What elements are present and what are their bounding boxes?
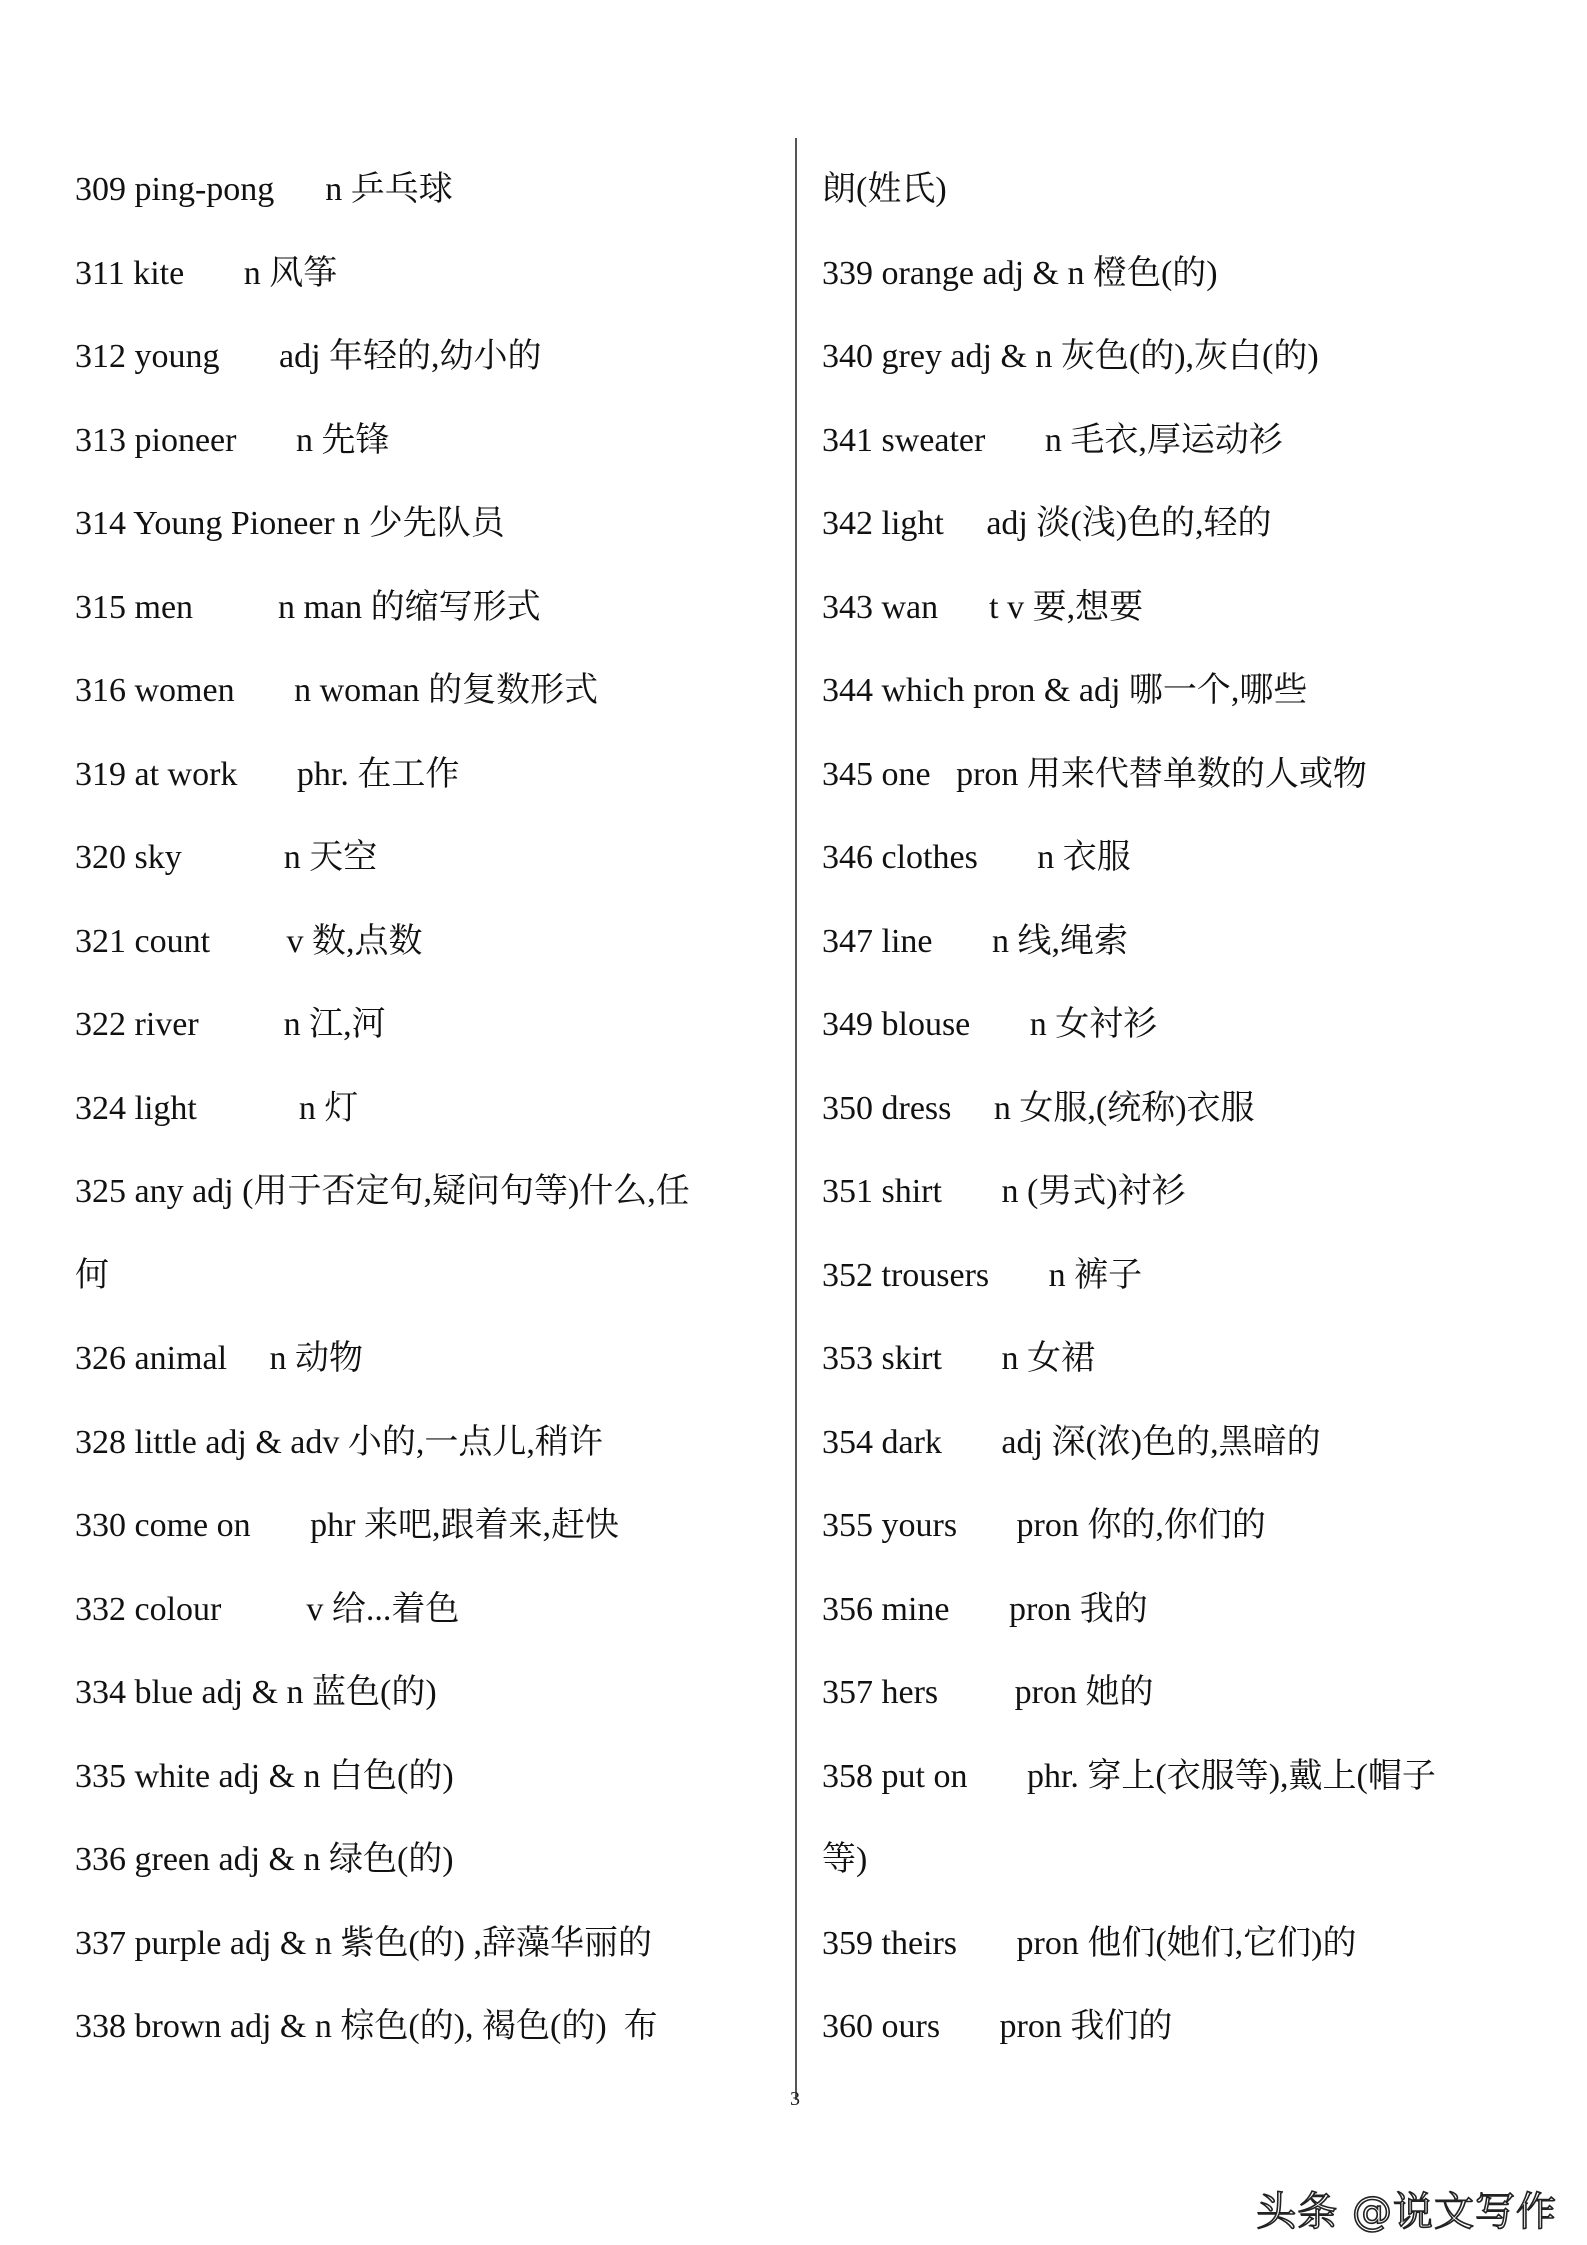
vocab-line: 316 women n woman 的复数形式 (75, 672, 599, 709)
vocab-line: 360 ours pron 我们的 (822, 2008, 1173, 2045)
vocab-line: 313 pioneer n 先锋 (75, 421, 390, 459)
vocab-line: 326 animal n 动物 (75, 1340, 364, 1377)
vocab-line: 349 blouse n 女衬衫 (822, 1006, 1158, 1043)
vocab-line: 319 at work phr. 在工作 (75, 755, 460, 793)
vocab-line: 346 clothes n 衣服 (822, 839, 1131, 876)
vocab-line: 342 light adj 淡(浅)色的,轻的 (822, 505, 1272, 542)
vocab-line: 345 one pron 用来代替单数的人或物 (822, 755, 1367, 793)
vocab-line: 311 kite n 风筝 (75, 254, 338, 292)
vocab-line: 朗(姓氏) (822, 171, 947, 208)
vocab-line: 320 sky n 天空 (75, 839, 378, 876)
left-column (75, 148, 775, 2069)
vocab-line: 344 which pron & adj 哪一个,哪些 (822, 672, 1308, 709)
vocab-line: 351 shirt n (男式)衬衫 (822, 1173, 1186, 1210)
vocab-line: 315 men n man 的缩写形式 (75, 588, 541, 626)
vocab-line: 328 little adj & adv 小的,一点儿,稍许 (75, 1423, 603, 1461)
vocab-line: 314 Young Pioneer n 少先队员 (75, 505, 505, 542)
vocab-line: 338 brown adj & n 棕色(的), 褐色(的) 布 (75, 2008, 658, 2045)
watermark: 头条 @说文写作 (1256, 2189, 1557, 2235)
vocab-line: 340 grey adj & n 灰色(的),灰白(的) (822, 338, 1319, 375)
vocab-line: 335 white adj & n 白色(的) (75, 1757, 454, 1795)
vocab-line: 347 line n 线,绳索 (822, 922, 1128, 960)
vocab-line: 312 young adj 年轻的,幼小的 (75, 338, 542, 375)
vocab-line: 352 trousers n 裤子 (822, 1256, 1143, 1294)
vocab-line: 330 come on phr 来吧,跟着来,赶快 (75, 1507, 619, 1544)
page-number: 3 (790, 2088, 800, 2110)
vocab-line: 358 put on phr. 穿上(衣服等),戴上(帽子 (822, 1757, 1436, 1795)
vocab-line: 324 light n 灯 (75, 1089, 359, 1127)
right-column (822, 148, 1542, 2069)
vocab-line: 322 river n 江,河 (75, 1006, 386, 1043)
vocab-line: 356 mine pron 我的 (822, 1590, 1148, 1628)
vocab-line: 309 ping-pong n 乒乓球 (75, 171, 453, 208)
column-divider (795, 138, 797, 2100)
vocab-line: 359 theirs pron 他们(她们,它们)的 (822, 1924, 1357, 1962)
vocab-line: 343 wan t v 要,想要 (822, 588, 1144, 626)
vocab-line: 325 any adj (用于否定句,疑问句等)什么,任 (75, 1173, 690, 1210)
vocab-line: 何 (75, 1256, 109, 1294)
vocab-line: 334 blue adj & n 蓝色(的) (75, 1674, 437, 1711)
vocab-line: 337 purple adj & n 紫色(的) ,辞藻华丽的 (75, 1924, 652, 1962)
vocab-line: 354 dark adj 深(浓)色的,黑暗的 (822, 1423, 1321, 1461)
vocab-line: 353 skirt n 女裙 (822, 1340, 1095, 1377)
vocab-line: 357 hers pron 她的 (822, 1674, 1154, 1711)
vocab-line: 等) (822, 1841, 868, 1878)
vocab-line: 355 yours pron 你的,你们的 (822, 1507, 1266, 1544)
vocab-line: 321 count v 数,点数 (75, 922, 423, 960)
vocab-line: 339 orange adj & n 橙色(的) (822, 254, 1218, 292)
vocab-line: 341 sweater n 毛衣,厚运动衫 (822, 421, 1283, 459)
vocab-line: 336 green adj & n 绿色(的) (75, 1841, 454, 1878)
vocab-line: 350 dress n 女服,(统称)衣服 (822, 1089, 1255, 1127)
vocab-line: 332 colour v 给...着色 (75, 1590, 460, 1628)
